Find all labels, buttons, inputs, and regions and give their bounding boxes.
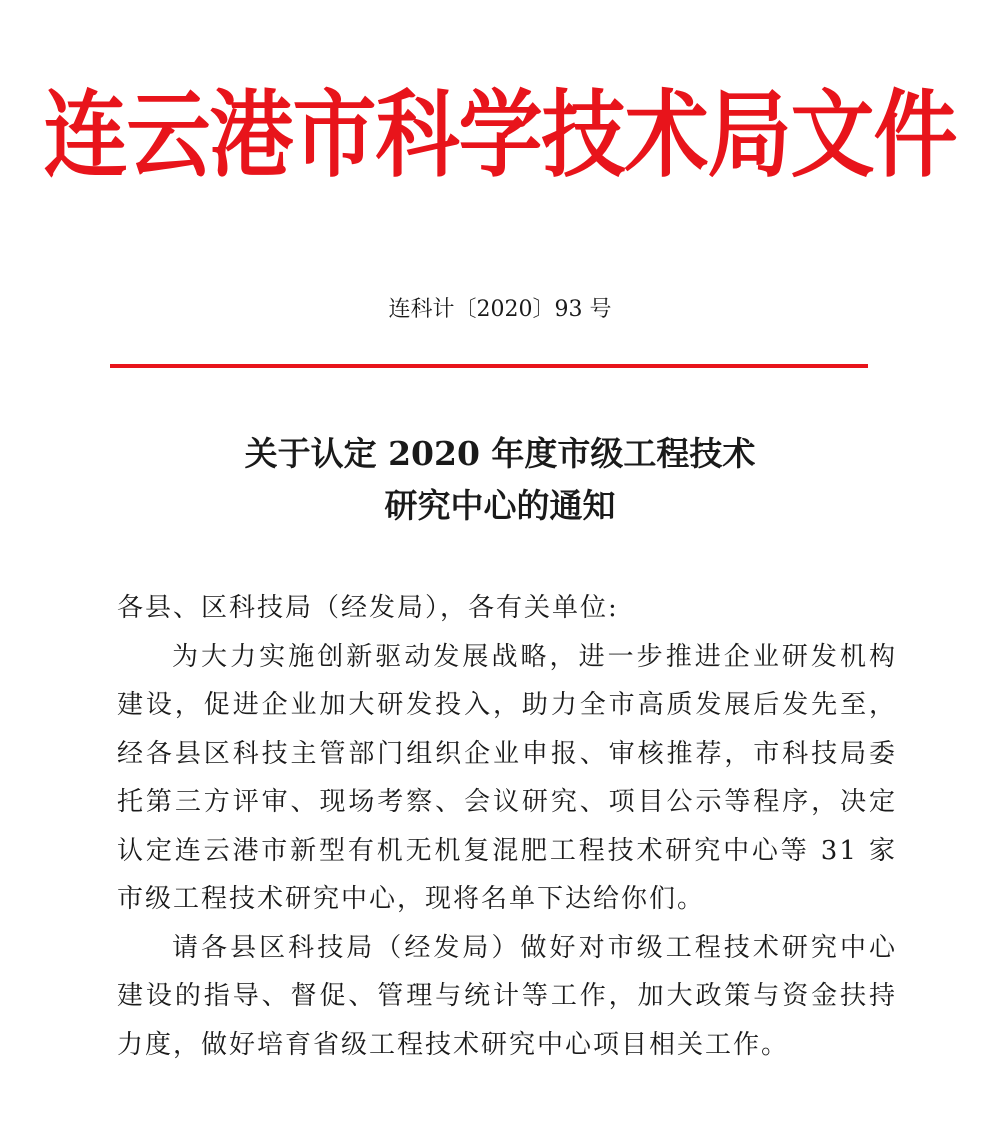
body-paragraph-2: 请各县区科技局（经发局）做好对市级工程技术研究中心建设的指导、督促、管理与统计等工作，加大政策与资金扶持力度，做好培育省级工程技术研究中心项目相关工作。	[117, 932, 897, 1060]
notice-title	[0, 428, 1000, 532]
addressee-line: 各县、区科技局（经发局），各有关单位:	[117, 593, 619, 623]
body-paragraph-1: 为大力实施创新驱动发展战略，进一步推进企业研发机构建设，促进企业加大研发投入，助力全市高质发展后发先至，经各县区科技主管部门组织企业申报、审核推荐，市科技局委托第三方评审、现场考察、会议研究、项目公示等程序，决定认定连云港市新型有机无机复混肥工程技术研究中心等 31 家市级工程技术研究中心，现将名单下达给你们。	[117, 641, 897, 914]
red-divider-line	[110, 364, 868, 368]
notice-title-line-1: 关于认定 2020 年度市级工程技术	[244, 434, 756, 473]
document-number: 连科计〔2020〕93 号	[388, 297, 612, 322]
notice-title-line-2: 研究中心的通知	[384, 486, 616, 525]
issuer-letterhead: 连云港市科学技术局文件	[43, 80, 957, 191]
notice-body	[117, 584, 897, 1069]
